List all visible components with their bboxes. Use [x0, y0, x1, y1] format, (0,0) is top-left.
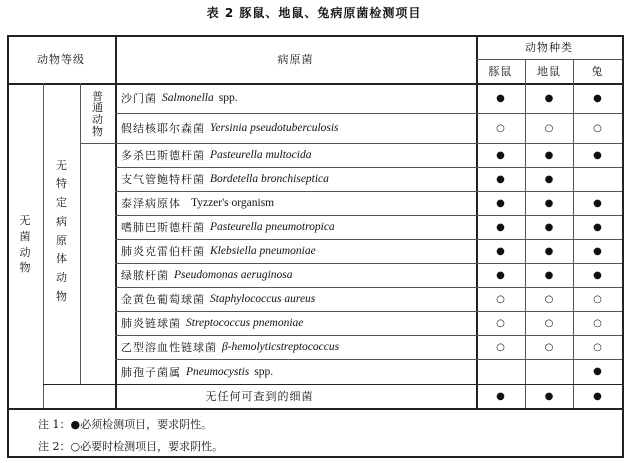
mark-symbol: ○ [593, 122, 602, 134]
mark-symbol: ● [593, 366, 602, 377]
header-label: 动物种类 [525, 41, 573, 54]
detection-mark [573, 167, 622, 191]
pathogen-suffix: Tyzzer's organism [191, 197, 275, 209]
mark-symbol: ○ [593, 293, 602, 305]
detection-mark [573, 335, 622, 359]
mark-symbol: ○ [496, 341, 505, 353]
pathogen-cn: 泰泽病原体 [121, 197, 181, 210]
note-1: 注 1：●必须检测项目，要求阴性。 [38, 418, 213, 431]
mark-symbol: ● [496, 245, 505, 257]
detection-mark [525, 384, 573, 408]
mark-symbol: ● [593, 221, 602, 233]
mark-symbol: ● [544, 390, 554, 402]
mark-symbol: ○ [593, 317, 602, 329]
pathogen-latin: β-hemolyticstreptococcus [222, 341, 340, 353]
mark-symbol: ● [496, 221, 505, 233]
grade-char: 动 [56, 271, 67, 284]
pathogen-name [121, 287, 476, 311]
pathogen-cn: 绿脓杆菌 [121, 269, 169, 282]
pathogen-suffix: spp. [254, 365, 274, 378]
mark-symbol: ○ [544, 293, 554, 305]
mark-symbol: ● [544, 92, 554, 104]
grade-char: 特 [56, 177, 67, 191]
grade-char: 体 [56, 252, 67, 266]
detection-mark [525, 191, 573, 215]
detection-mark [573, 191, 622, 215]
detection-mark [476, 167, 525, 191]
mark-symbol: ● [544, 173, 554, 185]
pathogen-latin: Salmonella [162, 92, 214, 104]
col-divider [115, 35, 117, 408]
detection-mark [525, 113, 573, 143]
mark-symbol: ● [544, 197, 554, 209]
pathogen-cn: 假结核耶尔森菌 [121, 122, 205, 135]
pathogen-cn: 嗜肺巴斯德杆菌 [121, 221, 205, 234]
header-label: 动物等级 [37, 53, 85, 66]
pathogen-name [121, 239, 476, 263]
mark-symbol: ○ [544, 341, 554, 353]
pathogen-cn: 支气管鲍特杆菌 [121, 173, 205, 186]
header-animal-species [476, 35, 622, 59]
grade-char: 定 [56, 196, 67, 209]
pathogen-latin: Pasteurella pneumotropica [210, 221, 335, 233]
mark-symbol: ○ [544, 317, 554, 329]
mark-symbol: ● [593, 92, 602, 104]
pathogen-cn: 肺孢子菌属 [121, 365, 181, 379]
pathogen-cn: 金黄色葡萄球菌 [121, 293, 205, 306]
pathogen-name [121, 83, 476, 113]
grade-char: 动 [19, 245, 31, 259]
detection-mark [476, 215, 525, 239]
header-label: 兔 [591, 65, 604, 78]
grade-char: 病 [56, 214, 67, 228]
pathogen-name [121, 335, 476, 359]
mark-symbol: ● [544, 269, 554, 281]
detection-mark [525, 287, 573, 311]
mark-symbol: ○ [496, 293, 505, 305]
grade-char: 动 [92, 113, 103, 126]
grade-char: 通 [92, 101, 103, 115]
detection-mark [525, 83, 573, 113]
grade-spf-animal [43, 83, 80, 384]
mark-symbol: ○ [496, 122, 505, 134]
header-pathogen [115, 35, 476, 83]
pathogen-name [121, 167, 476, 191]
detection-mark [525, 143, 573, 167]
mark-symbol: ● [544, 221, 554, 233]
row-label: 无任何可查到的细菌 [205, 390, 314, 403]
pathogen-name [121, 143, 476, 167]
mark-symbol: ● [496, 173, 505, 185]
pathogen-latin: Yersinia pseudotuberculosis [210, 122, 339, 134]
detection-mark [573, 384, 622, 408]
mark-symbol: ● [496, 149, 505, 161]
detection-mark [525, 167, 573, 191]
mark-symbol: ● [496, 197, 505, 209]
header-label: 病原菌 [277, 53, 314, 66]
header-species-1 [525, 59, 573, 83]
mark-symbol: ○ [593, 341, 602, 353]
pathogen-latin: Bordetella bronchiseptica [210, 173, 329, 185]
mark-symbol: ● [496, 92, 505, 104]
pathogen-suffix: spp. [218, 92, 238, 104]
header-label: 地鼠 [537, 65, 561, 78]
grade-char: 物 [56, 289, 67, 303]
detection-mark [476, 311, 525, 335]
detection-mark [573, 263, 622, 287]
detection-mark [525, 215, 573, 239]
mark-symbol: ● [593, 245, 602, 257]
pathogen-cn: 肺炎链球菌 [121, 317, 181, 330]
notes-divider [7, 408, 624, 410]
grade-char: 物 [92, 124, 103, 138]
table-title: 表 2 豚鼠、地鼠、兔病原菌检测项目 [206, 6, 422, 20]
mark-symbol: ● [544, 149, 554, 161]
detection-mark [573, 143, 622, 167]
pathogen-name [121, 215, 476, 239]
mark-symbol: ● [593, 149, 602, 161]
note-2: 注 2：○必要时检测项目，要求阴性。 [38, 440, 224, 453]
table-bottom-border [7, 456, 624, 458]
detection-mark [476, 113, 525, 143]
pathogen-name [121, 311, 476, 335]
detection-mark [476, 263, 525, 287]
pathogen-name [121, 113, 476, 143]
header-label: 豚鼠 [488, 65, 513, 78]
mark-symbol: ● [496, 390, 505, 402]
pathogen-name [121, 191, 476, 215]
grade-char: 无 [19, 214, 31, 227]
detection-mark [525, 239, 573, 263]
grade-char: 物 [19, 261, 31, 275]
pathogen-latin: Streptococcus pnemoniae [186, 317, 304, 329]
detection-mark [525, 359, 573, 384]
mark-symbol: ● [496, 269, 505, 281]
detection-mark [573, 215, 622, 239]
detection-mark [476, 359, 525, 384]
mark-symbol: ● [593, 197, 602, 209]
pathogen-cn: 沙门菌 [121, 92, 157, 105]
grade-conventional-animal [80, 83, 115, 143]
detection-mark [476, 384, 525, 408]
detection-mark [573, 287, 622, 311]
pathogen-latin: Klebsiella pneumoniae [210, 245, 316, 257]
mark-symbol: ○ [544, 122, 554, 134]
detection-mark [573, 83, 622, 113]
header-animal-grade [7, 35, 115, 83]
detection-mark [476, 287, 525, 311]
header-species-0 [476, 59, 525, 83]
grade-char: 无 [56, 158, 67, 172]
detection-mark [573, 239, 622, 263]
detection-mark [476, 143, 525, 167]
pathogen-name [121, 359, 476, 384]
pathogen-cn: 多杀巴斯德杆菌 [121, 149, 205, 162]
detection-mark [476, 191, 525, 215]
mark-symbol: ● [593, 390, 602, 402]
grade-char: 普 [92, 89, 103, 103]
pathogen-cn: 乙型溶血性链球菌 [121, 341, 217, 354]
detection-mark [573, 359, 622, 384]
pathogen-latin: Pasteurella multocida [210, 149, 312, 161]
no-bacteria-label [43, 384, 476, 408]
pathogen-latin: Pseudomonas aeruginosa [174, 269, 293, 281]
mark-symbol: ● [593, 269, 602, 281]
pathogen-name [121, 263, 476, 287]
grade-char: 菌 [19, 229, 31, 243]
detection-mark [525, 311, 573, 335]
mark-symbol: ○ [496, 317, 505, 329]
mark-symbol: ● [544, 245, 554, 257]
grade-germ-free-animal [7, 83, 43, 408]
detection-mark [476, 239, 525, 263]
detection-mark [573, 311, 622, 335]
detection-mark [573, 113, 622, 143]
detection-mark [525, 263, 573, 287]
header-species-2 [573, 59, 622, 83]
table-right-border [622, 35, 624, 458]
pathogen-latin: Staphylococcus aureus [210, 293, 316, 305]
grade-char: 原 [56, 233, 67, 247]
detection-mark [476, 83, 525, 113]
pathogen-latin: Pneumocystis [186, 365, 250, 378]
detection-mark [476, 335, 525, 359]
pathogen-cn: 肺炎克雷伯杆菌 [121, 245, 205, 258]
detection-mark [525, 335, 573, 359]
